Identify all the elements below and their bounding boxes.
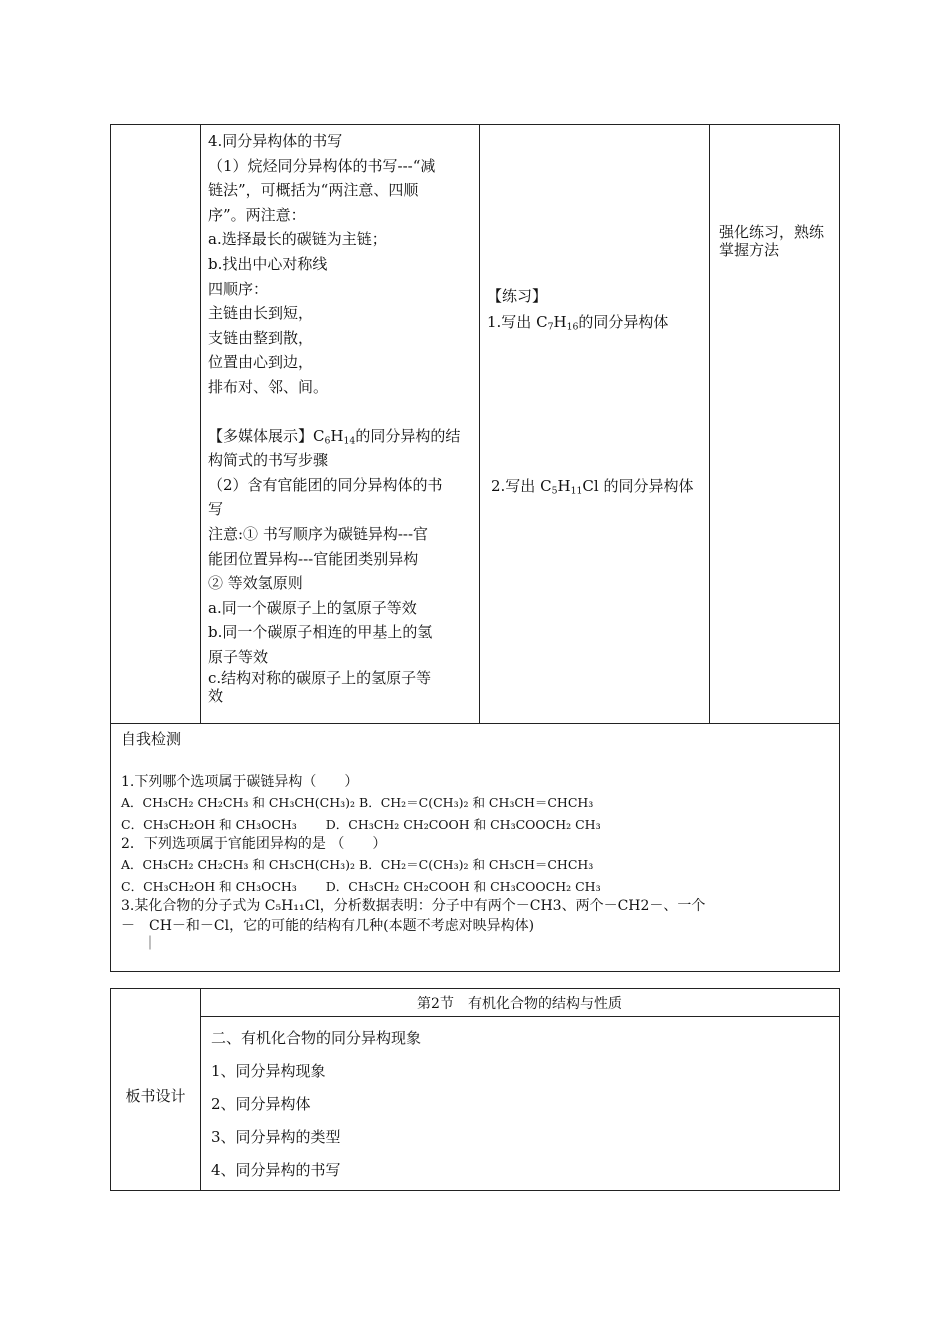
content-line: 构简式的书写步骤: [208, 451, 329, 470]
question-1-options-ab: A．CH₃CH₂ CH₂CH₃ 和 CH₃CH(CH₃)₂ B．CH₂＝C(CH₃)₂ 和 CH₃CH＝CHCH₃: [121, 795, 594, 810]
table-row-divider: [111, 723, 839, 724]
practice-item-2: 2.写出 $C_5H_{11}Cl$ 的同分异构体: [491, 477, 694, 497]
self-check-title: 自我检测: [121, 730, 182, 748]
content-line: 支链由整到散，: [208, 328, 314, 347]
board-line: 3、同分异构的类型: [211, 1128, 341, 1146]
content-line: b.同一个碳原子相连的甲基上的氢: [208, 623, 433, 642]
board-line: 2、同分异构体: [211, 1095, 311, 1113]
content-line: a.选择最长的碳链为主链；: [208, 230, 387, 249]
table-column-divider: [479, 125, 480, 723]
content-line: 四顺序：: [208, 279, 269, 298]
content-line: 注意:① 书写顺序为碳链异构---官: [208, 524, 429, 543]
design-intent-text: 强化练习，熟练掌握方法: [719, 223, 825, 259]
content-line: 序”。两注意：: [208, 205, 306, 224]
content-line: 排布对、邻、间。: [208, 377, 329, 396]
practice-item-1: 1.写出 $C_7H_{16}$的同分异构体: [487, 313, 669, 333]
formula-c6h14: $C_6H_{14}$: [313, 426, 356, 446]
lesson-table: [110, 124, 840, 972]
content-line: a.同一个碳原子上的氢原子等效: [208, 598, 417, 617]
content-line: 位置由心到边，: [208, 353, 314, 372]
question-2-options-cd: C．CH₃CH₂OH 和 CH₃OCH₃ D．CH₃CH₂ CH₂COOH 和 CH₃COOCH₂ CH₃: [121, 879, 601, 894]
content-line: 原子等效: [208, 647, 269, 666]
self-check-section: [121, 729, 821, 952]
multimedia-tag: 【多媒体展示】: [208, 426, 314, 445]
content-line: （1）烷烃同分异构体的书写---“减: [208, 156, 436, 175]
board-line: 4、同分异构的书写: [211, 1161, 341, 1179]
table-column-divider: [200, 125, 201, 723]
question-3-line-1: 3.某化合物的分子式为 C₅H₁₁Cl，分析数据表明：分子中有两个－CH3、两个－CH2－、一个: [121, 898, 706, 914]
content-line: ② 等效氢原则: [208, 574, 303, 593]
question-2-options-ab: A．CH₃CH₂ CH₂CH₃ 和 CH₃CH(CH₃)₂ B．CH₂＝C(CH₃)₂ 和 CH₃CH＝CHCH₃: [121, 857, 594, 872]
board-line: 1、同分异构现象: [211, 1062, 326, 1080]
table-column-divider: [200, 989, 201, 1190]
question-1-options-cd: C．CH₃CH₂OH 和 CH₃OCH₃ D．CH₃CH₂ CH₂COOH 和 CH₃COOCH₂ CH₃: [121, 817, 601, 832]
table-column-divider: [709, 125, 710, 723]
content-line: 能团位置异构---官能团类别异构: [208, 549, 419, 568]
content-line: b.找出中心对称线: [208, 254, 328, 273]
board-line: 二、有机化合物的同分异构现象: [211, 1029, 422, 1047]
question-1: 1.下列哪个选项属于碳链异构（ ）: [121, 774, 359, 790]
section-title: 第2节 有机化合物的结构与性质: [417, 996, 622, 1012]
question-3-bond-mark: ｜: [143, 936, 157, 952]
multimedia-line: 【多媒体展示】$C_6H_{14}$的同分异构的结: [208, 426, 461, 446]
board-design-table: [110, 988, 840, 1191]
content-line: 链法”，可概括为“两注意、四顺: [208, 181, 419, 200]
practice-label: 【练习】: [487, 287, 548, 305]
teaching-content-column: [208, 129, 474, 705]
board-design-label: 板书设计: [125, 1087, 186, 1105]
content-line: c.结构对称的碳原子上的氢原子等: [208, 669, 432, 688]
content-line: 效: [208, 687, 224, 706]
content-line: 4.同分异构体的书写: [208, 132, 343, 150]
question-2: 2．下列选项属于官能团异构的是 （ ）: [121, 836, 387, 852]
table-row-divider: [200, 1016, 839, 1017]
content-line: 写: [208, 500, 224, 519]
content-line: （2）含有官能团的同分异构体的书: [208, 475, 443, 494]
question-3-line-2: － CH－和－Cl，它的可能的结构有几种(本题不考虑对映异构体): [121, 918, 535, 934]
content-line: 主链由长到短，: [208, 304, 314, 323]
